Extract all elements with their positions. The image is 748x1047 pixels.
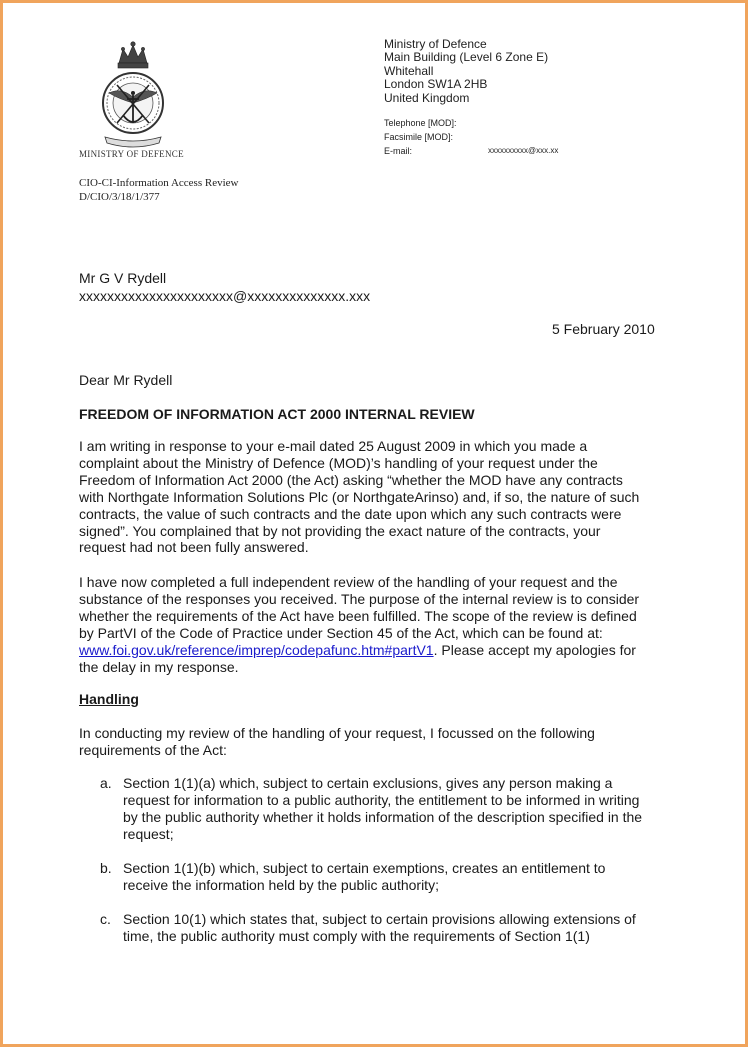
list-line: time, the public authority must comply with the requirements of Section 1(1) — [123, 927, 590, 944]
salutation: Dear Mr Rydell — [79, 372, 173, 388]
address-line: Whitehall — [384, 63, 434, 78]
telephone-label: Telephone [MOD]: — [384, 118, 457, 128]
paragraph-line: substance of the responses you received. The purpose of the internal review is to consider — [79, 590, 640, 607]
department-caption: MINISTRY OF DEFENCE — [79, 149, 184, 159]
link-trailing-text: . Please accept my apologies for — [433, 641, 636, 658]
paragraph-line: I am writing in response to your e-mail dated 25 August 2009 in which you made a — [79, 438, 588, 454]
list-line: by the public authority whether it holds information of the description specified in the — [123, 808, 643, 825]
address-line: London SW1A 2HB — [384, 77, 488, 92]
address-line: United Kingdom — [384, 90, 470, 105]
paragraph-3 — [79, 725, 679, 759]
letter-date: 5 February 2010 — [552, 321, 655, 337]
paragraph-line: with Northgate Information Solutions Plc (or NorthgateArinso) and, if so, the nature of such — [79, 488, 640, 505]
reference-number: D/CIO/3/18/1/377 — [79, 191, 160, 203]
list-marker: b. — [100, 860, 112, 876]
recipient-email: xxxxxxxxxxxxxxxxxxxxxx@xxxxxxxxxxxxxx.xxx — [79, 288, 371, 304]
paragraph-line: by PartVI of the Code of Practice under Section 45 of the Act, which can be found at: — [79, 624, 603, 641]
sender-address — [384, 38, 548, 105]
paragraph-line: contracts, the value of such contracts and the date upon which any such contracts were — [79, 505, 622, 522]
contact-details — [384, 116, 559, 158]
paragraph-line: Freedom of Information Act 2000 (the Act) asking “whether the MOD have any contracts — [79, 471, 623, 488]
ministry-of-defence-crest-icon — [95, 41, 171, 151]
list-marker: a. — [100, 775, 112, 791]
paragraph-line: In conducting my review of the handling of your request, I focussed on the following — [79, 725, 595, 741]
email-value: xxxxxxxxxx@xxx.xx — [488, 146, 559, 155]
list-marker: c. — [100, 911, 111, 927]
reference-block — [79, 176, 238, 204]
paragraph-line: whether the requirements of the Act have been fulfilled. The scope of the review is defined — [79, 607, 637, 624]
list-line: Section 10(1) which states that, subject to certain provisions allowing extensions of — [123, 911, 636, 927]
paragraph-line: the delay in my response. — [79, 658, 239, 675]
paragraph-line: requirements of the Act: — [79, 741, 227, 758]
section-heading-handling: Handling — [79, 691, 139, 707]
facsimile-label: Facsimile [MOD]: — [384, 132, 454, 142]
list-line: receive the information held by the public authority; — [123, 876, 439, 893]
paragraph-line: signed”. You complained that by not providing the exact nature of the contracts, your — [79, 522, 601, 539]
paragraph-line: complaint about the Ministry of Defence (MOD)’s handling of your request under the — [79, 454, 598, 471]
paragraph-2 — [79, 574, 679, 675]
recipient-name: Mr G V Rydell — [79, 270, 167, 286]
paragraph-line: request had not been fully answered. — [79, 539, 309, 556]
paragraph-1 — [79, 438, 679, 556]
recipient-block — [79, 269, 370, 305]
list-line: request; — [123, 825, 174, 842]
reference-title: CIO-CI-Information Access Review — [79, 177, 239, 189]
address-line: Main Building (Level 6 Zone E) — [384, 50, 549, 65]
code-of-practice-link[interactable]: www.foi.gov.uk/reference/imprep/codepafunc.htm#partV1 — [79, 641, 434, 658]
list-line: request for information to a public authority, the entitlement to be informed in writing — [123, 791, 640, 808]
address-line: Ministry of Defence — [384, 37, 487, 51]
paragraph-line — [79, 642, 679, 659]
paragraph-line: I have now completed a full independent review of the handling of your request and the — [79, 574, 618, 590]
email-label: E-mail: — [384, 146, 413, 156]
list-line: Section 1(1)(a) which, subject to certain exclusions, gives any person making a — [123, 775, 613, 791]
letter-heading: FREEDOM OF INFORMATION ACT 2000 INTERNAL REVIEW — [79, 406, 475, 422]
list-line: Section 1(1)(b) which, subject to certain exemptions, creates an entitlement to — [123, 860, 606, 876]
